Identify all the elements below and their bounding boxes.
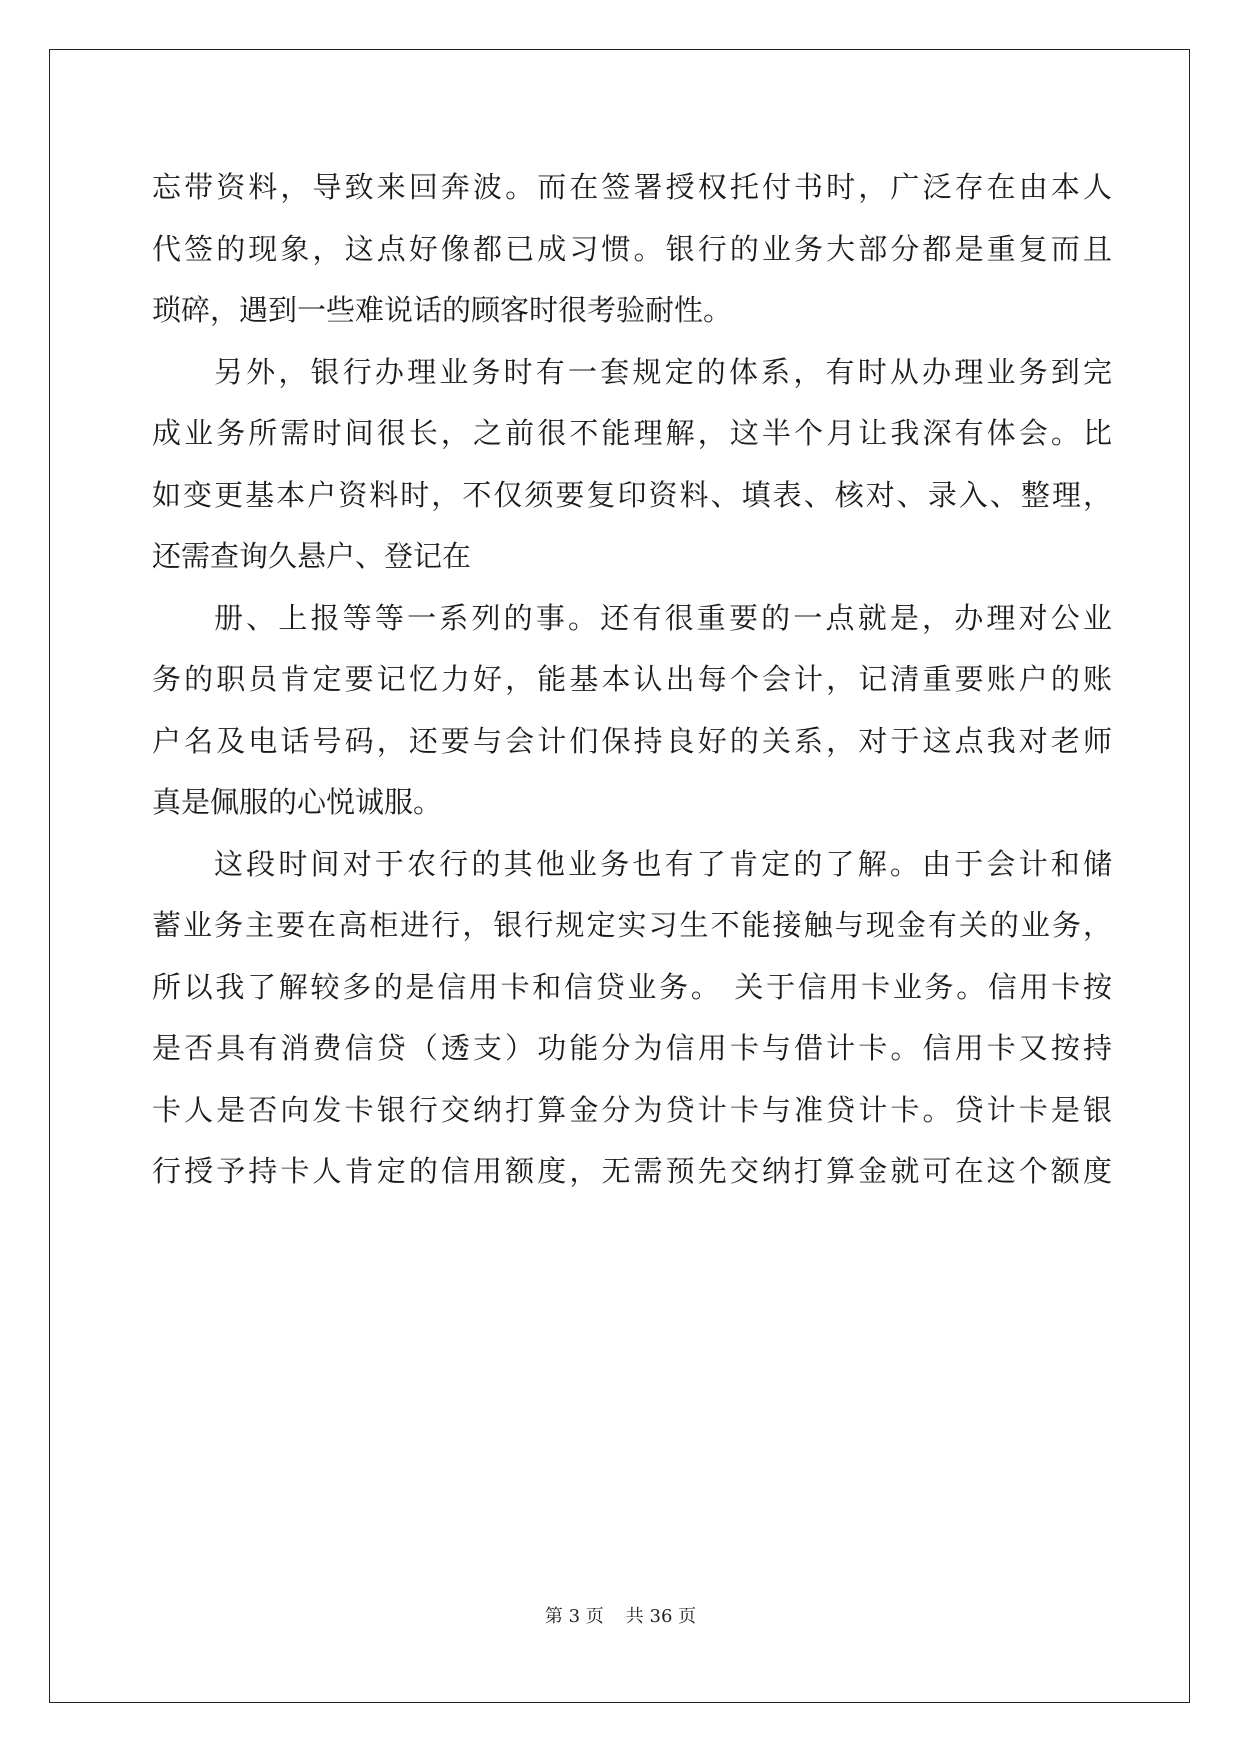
text-line: 琐碎，遇到一些难说话的顾客时很考验耐性。 [152, 293, 733, 327]
text-line: 是否具有消费信贷（透支）功能分为信用卡与借计卡。信用卡又按持 [152, 1031, 1112, 1065]
text-line: 真是佩服的心悦诚服。 [152, 785, 443, 819]
text-line: 忘带资料，导致来回奔波。而在签署授权托付书时，广泛存在由本人 [152, 170, 1112, 204]
text-line: 卡人是否向发卡银行交纳打算金分为贷计卡与准贷计卡。贷计卡是银 [152, 1092, 1112, 1127]
text-line: 行授予持卡人肯定的信用额度，无需预先交纳打算金就可在这个额度 [152, 1154, 1112, 1188]
page-total: 共 36 页 [625, 1606, 697, 1627]
text-line: 代签的现象，这点好像都已成习惯。银行的业务大部分都是重复而且 [152, 231, 1112, 266]
text-line: 另外，银行办理业务时有一套规定的体系，有时从办理业务到完 [214, 354, 1112, 389]
text-line: 蓄业务主要在高柜进行，银行规定实习生不能接触与现金有关的业务， [152, 908, 1112, 942]
page-number: 第 3 页 [544, 1606, 604, 1627]
text-line: 这段时间对于农行的其他业务也有了肯定的了解。由于会计和储 [214, 846, 1112, 881]
text-line: 所以我了解较多的是信用卡和信贷业务。 关于信用卡业务。信用卡按 [152, 969, 1112, 1004]
text-line: 如变更基本户资料时，不仅须要复印资料、填表、核对、录入、整理， [152, 477, 1112, 512]
text-line: 还需查询久悬户、登记在 [152, 539, 472, 573]
text-line: 成业务所需时间很长，之前很不能理解，这半个月让我深有体会。比 [152, 416, 1112, 450]
document-body [152, 157, 1112, 1203]
page-footer [0, 1602, 1241, 1628]
text-line: 册、上报等等一系列的事。还有很重要的一点就是，办理对公业 [214, 600, 1112, 635]
text-line: 务的职员肯定要记忆力好，能基本认出每个会计，记清重要账户的账 [152, 662, 1112, 696]
text-line: 户名及电话号码，还要与会计们保持良好的关系，对于这点我对老师 [152, 723, 1112, 758]
